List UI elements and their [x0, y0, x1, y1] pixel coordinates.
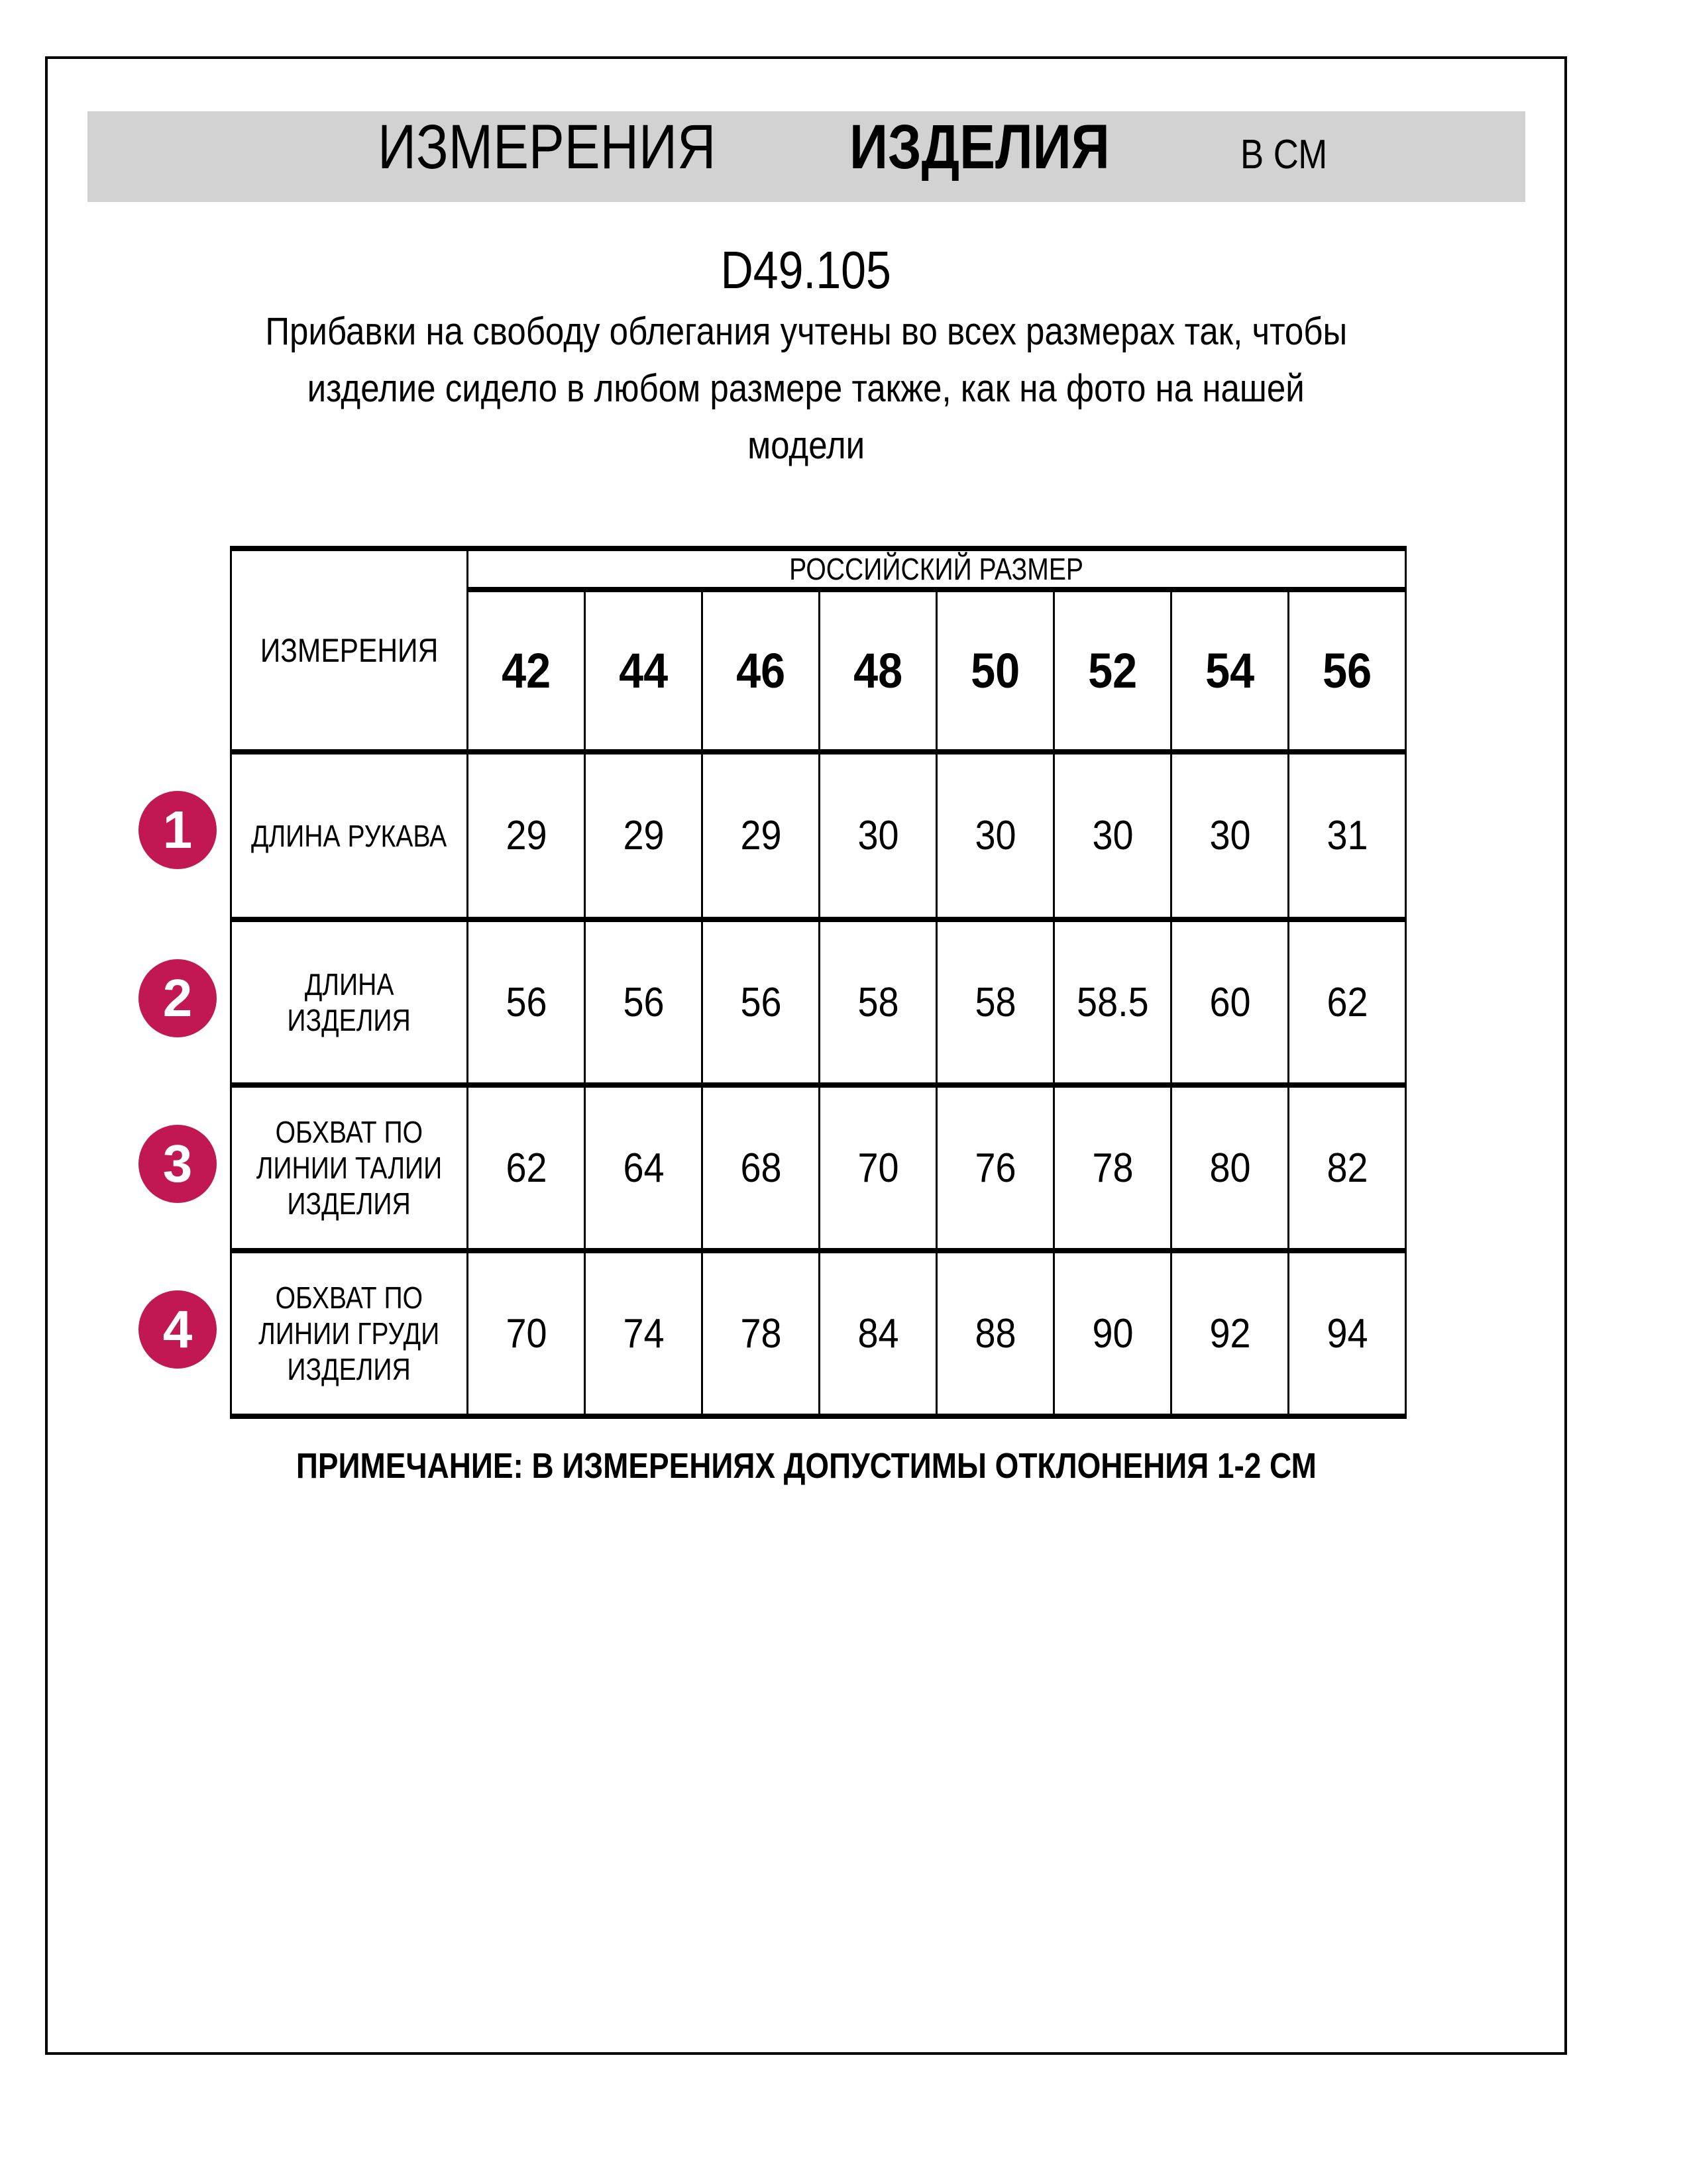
measurement-value: 62 — [1326, 979, 1368, 1025]
row-label-text: ОБХВАТ ПО — [275, 1280, 423, 1315]
value-cell — [1289, 1085, 1406, 1251]
table-row-sleeve-length — [231, 752, 1406, 919]
measurement-value: 90 — [1091, 1310, 1134, 1357]
measurement-value: 64 — [622, 1145, 665, 1191]
size-header-cell — [820, 590, 937, 752]
measurement-value: 30 — [974, 813, 1016, 858]
description-line — [48, 360, 1564, 417]
value-cell — [585, 919, 702, 1085]
value-cell — [820, 752, 937, 919]
value-cell — [585, 752, 702, 919]
row-label-line — [232, 1351, 466, 1387]
table-row-garment-length — [231, 919, 1406, 1085]
row-label-line — [232, 966, 466, 1002]
description-line — [48, 303, 1564, 360]
table-row-chest-girth — [231, 1251, 1406, 1416]
size-header: 50 — [970, 643, 1020, 698]
value-cell — [468, 1251, 585, 1416]
size-header-cell — [585, 590, 702, 752]
measurement-value: 31 — [1326, 813, 1368, 858]
header-band — [87, 111, 1525, 202]
badge-number: 2 — [162, 968, 193, 1027]
measurement-value: 30 — [1209, 813, 1251, 858]
size-header: 46 — [735, 643, 786, 698]
measurement-value: 60 — [1209, 979, 1251, 1025]
row-label-text: ИЗДЕЛИЯ — [287, 1003, 411, 1037]
value-cell — [702, 752, 820, 919]
description-line-text: изделие сидело в любом размере также, как на фото на нашей — [307, 367, 1305, 410]
badge-number: 4 — [162, 1300, 193, 1359]
row-label-cell — [231, 919, 468, 1085]
value-cell — [702, 1085, 820, 1251]
measurement-value: 30 — [857, 813, 899, 858]
size-header-cell — [937, 590, 1054, 752]
measurement-value: 74 — [622, 1310, 665, 1357]
description-line-text: Прибавки на свободу облегания учтены во всех размерах так, чтобы — [265, 310, 1347, 353]
row-number-badge-1 — [138, 791, 217, 869]
row-label-cell — [231, 752, 468, 919]
row-label-text: ДЛИНА — [304, 967, 394, 1002]
badge-number: 3 — [162, 1134, 193, 1193]
description-line — [48, 417, 1564, 474]
value-cell — [1171, 752, 1289, 919]
measurement-value: 68 — [739, 1145, 782, 1191]
row-label-text: ЛИНИИ ТАЛИИ — [256, 1151, 443, 1185]
value-cell — [1289, 919, 1406, 1085]
row-number-badge-4 — [138, 1290, 217, 1369]
measurement-value: 70 — [505, 1310, 547, 1357]
value-cell — [1171, 1085, 1289, 1251]
value-cell — [1289, 752, 1406, 919]
tolerance-note — [48, 1445, 1564, 1486]
size-header-cell — [1054, 590, 1171, 752]
value-cell — [1054, 919, 1171, 1085]
size-header: 42 — [501, 643, 551, 698]
measurements-corner-label: ИЗМЕРЕНИЯ — [260, 631, 439, 669]
value-cell — [468, 752, 585, 919]
measurement-value: 29 — [505, 813, 547, 858]
measurement-value: 58 — [857, 979, 899, 1025]
title-measurements: ИЗМЕРЕНИЯ — [378, 112, 716, 182]
description-line-text: модели — [747, 424, 865, 467]
measurement-value: 84 — [857, 1310, 899, 1357]
size-header: 48 — [853, 643, 903, 698]
value-cell — [937, 1085, 1054, 1251]
row-label-line — [232, 1316, 466, 1351]
tolerance-note-text: ПРИМЕЧАНИЕ: В ИЗМЕРЕНИЯХ ДОПУСТИМЫ ОТКЛОНЕНИЯ 1-2 СМ — [296, 1446, 1317, 1486]
measurement-value: 62 — [505, 1145, 547, 1191]
measurement-value: 56 — [622, 979, 665, 1025]
row-number-badge-2 — [138, 959, 217, 1037]
value-cell — [1171, 1251, 1289, 1416]
product-description — [48, 303, 1564, 474]
measurement-value: 76 — [974, 1145, 1016, 1191]
row-label-line — [232, 818, 466, 854]
size-header-cell — [1289, 590, 1406, 752]
size-header: 52 — [1087, 643, 1138, 698]
badge-number: 1 — [162, 800, 193, 859]
row-number-badge-3 — [138, 1125, 217, 1203]
measurement-value: 29 — [622, 813, 665, 858]
row-label-cell — [231, 1251, 468, 1416]
measurement-value: 88 — [974, 1310, 1016, 1357]
row-label-text: ИЗДЕЛИЯ — [287, 1186, 411, 1221]
row-label-text: ОБХВАТ ПО — [275, 1115, 423, 1149]
size-header-cell — [468, 590, 585, 752]
value-cell — [468, 1085, 585, 1251]
measurement-value: 78 — [1091, 1145, 1134, 1191]
product-code — [48, 240, 1564, 301]
value-cell — [585, 1251, 702, 1416]
value-cell — [1054, 1085, 1171, 1251]
value-cell — [820, 919, 937, 1085]
value-cell — [702, 1251, 820, 1416]
value-cell — [820, 1251, 937, 1416]
value-cell — [468, 919, 585, 1085]
size-group-header — [468, 548, 1406, 590]
measurement-value: 56 — [505, 979, 547, 1025]
table-row-waist-girth — [231, 1085, 1406, 1251]
measurement-value: 30 — [1091, 813, 1134, 858]
row-label-line — [232, 1150, 466, 1186]
row-label-text: ДЛИНА РУКАВА — [251, 818, 447, 853]
size-header: 56 — [1322, 643, 1372, 698]
measurement-value: 29 — [739, 813, 782, 858]
measurement-value: 82 — [1326, 1145, 1368, 1191]
row-label-cell — [231, 1085, 468, 1251]
measurement-value: 58 — [974, 979, 1016, 1025]
size-header: 44 — [618, 643, 669, 698]
row-label-line — [232, 1114, 466, 1150]
row-label-line — [232, 1186, 466, 1222]
value-cell — [820, 1085, 937, 1251]
measurement-value: 56 — [739, 979, 782, 1025]
size-header-cell — [702, 590, 820, 752]
row-label-text: ИЗДЕЛИЯ — [287, 1352, 411, 1386]
measurement-value: 94 — [1326, 1310, 1368, 1357]
product-code-text: D49.105 — [720, 240, 892, 299]
value-cell — [1054, 752, 1171, 919]
measurement-value: 80 — [1209, 1145, 1251, 1191]
value-cell — [702, 919, 820, 1085]
measurement-value: 78 — [739, 1310, 782, 1357]
measurement-value: 58.5 — [1076, 979, 1149, 1025]
value-cell — [585, 1085, 702, 1251]
value-cell — [937, 752, 1054, 919]
size-table — [230, 546, 1407, 1419]
measurements-corner-header — [231, 548, 468, 752]
measurement-value: 70 — [857, 1145, 899, 1191]
size-group-header-label: РОССИЙСКИЙ РАЗМЕР — [789, 552, 1084, 586]
row-label-line — [232, 1280, 466, 1316]
table-group-header-row — [231, 548, 1406, 590]
size-header-cell — [1171, 590, 1289, 752]
value-cell — [1171, 919, 1289, 1085]
row-label-line — [232, 1002, 466, 1038]
title-product: ИЗДЕЛИЯ — [849, 112, 1111, 182]
value-cell — [937, 919, 1054, 1085]
value-cell — [1054, 1251, 1171, 1416]
size-header: 54 — [1205, 643, 1255, 698]
measurement-value: 92 — [1209, 1310, 1251, 1357]
row-label-text: ЛИНИИ ГРУДИ — [258, 1316, 440, 1351]
value-cell — [1289, 1251, 1406, 1416]
title-unit: В СМ — [1240, 132, 1328, 178]
value-cell — [937, 1251, 1054, 1416]
